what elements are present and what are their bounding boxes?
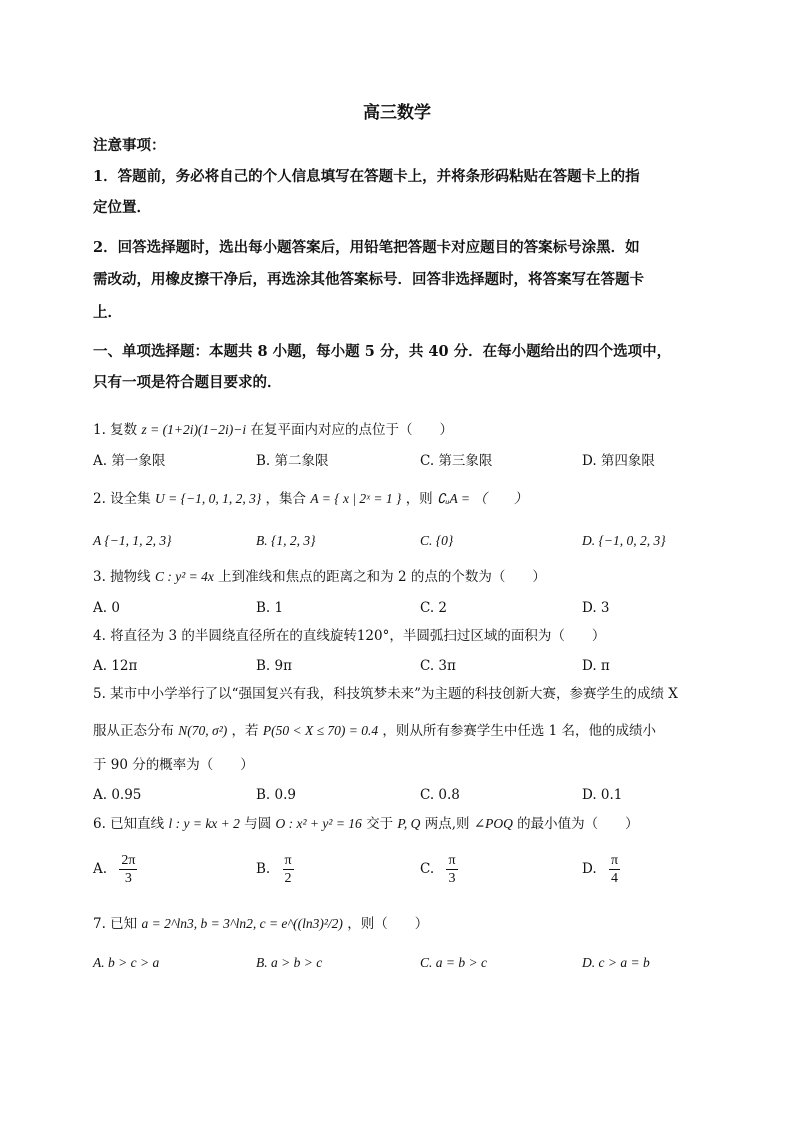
question-2-mid2: ，则 [405, 491, 433, 507]
question-1-option-d: D. 第四象限 [582, 453, 655, 469]
question-1-suffix: 在复平面内对应的点位于（ ） [250, 422, 453, 438]
question-7-option-c: C. a = b > c [420, 955, 487, 970]
question-1-option-b: B. 第二象限 [256, 453, 329, 469]
question-5-stem-line-3: 于 90 分的概率为（ ） [93, 757, 254, 773]
notice-item-1-line-2: 定位置． [93, 199, 151, 216]
question-6-formula-line: l : y = kx + 2 [168, 816, 240, 831]
question-2-formula-u: U = {−1, 0, 1, 2, 3} [154, 491, 262, 506]
question-6-mid: 与圆 [244, 816, 272, 832]
question-2-prefix: 2. 设全集 [93, 491, 151, 507]
question-4-stem: 4. 将直径为 3 的半圆绕直径所在的直线旋转120°，半圆弧扫过区域的面积为（ ） [93, 628, 606, 644]
question-5-option-d: D. 0.1 [582, 787, 623, 803]
question-1-prefix: 1. 复数 [93, 422, 138, 438]
notice-item-2-line-3: 上． [93, 304, 122, 321]
question-5-line2-suffix: ，则从所有参赛学生中任选 1 名，他的成绩小 [382, 723, 657, 739]
question-3-stem [93, 567, 546, 587]
question-6-option-c-label: C. [420, 861, 435, 877]
question-6-option-c [420, 852, 458, 887]
question-6-option-b-fraction [283, 852, 294, 887]
question-2-option-b: B. {1, 2, 3} [256, 533, 316, 548]
question-6-option-a-fraction [119, 852, 137, 887]
notice-item-2-line-1: 2．回答选择题时，选出每小题答案后，用铅笔把答题卡对应题目的答案标号涂黑．如 [93, 239, 640, 256]
question-2-option-a: A {−1, 1, 2, 3} [93, 533, 172, 548]
question-2-option-d: D. {−1, 0, 2, 3} [582, 533, 666, 548]
question-2-mid: ，集合 [265, 491, 307, 507]
fraction-denominator: 3 [448, 871, 456, 886]
fraction-numerator: π [448, 853, 456, 868]
question-6-formula-circle: O : x² + y² = 16 [275, 816, 362, 831]
notice-item-1-line-1: 1．答题前，务必将自己的个人信息填写在答题卡上，并将条形码粘贴在答题卡上的指 [93, 168, 640, 185]
fraction-denominator: 2 [284, 871, 292, 886]
question-7-suffix: ，则（ ） [347, 916, 429, 932]
fraction-denominator: 4 [610, 871, 618, 886]
question-6-option-d-label: D. [582, 861, 597, 877]
question-5-stem-line-1: 5. 某市中小学举行了以“强国复兴有我，科技筑梦未来”为主题的科技创新大赛，参赛学生的成绩 X [93, 686, 678, 702]
question-6-suffix: 的最小值为（ ） [517, 816, 639, 832]
question-6-option-d [582, 852, 620, 887]
fraction-numerator: π [284, 853, 292, 868]
question-6-option-a [93, 852, 137, 887]
fraction-numerator: 2π [121, 853, 136, 868]
question-1-option-c: C. 第三象限 [420, 453, 493, 469]
notice-heading: 注意事项： [93, 137, 166, 154]
question-7-option-d: D. c > a = b [582, 955, 650, 970]
question-3-option-a: A. 0 [93, 600, 120, 616]
question-1-stem [93, 420, 453, 440]
question-6-option-c-fraction [446, 852, 457, 887]
question-6-option-b-label: B. [256, 861, 271, 877]
question-2-option-c: C. {0} [420, 533, 454, 548]
question-4-option-b: B. 9π [256, 658, 292, 674]
question-6-stem [93, 814, 639, 834]
question-3-prefix: 3. 抛物线 [93, 569, 151, 585]
question-1-formula: z = (1+2i)(1−2i)−i [141, 422, 247, 437]
page-title: 高三数学 [363, 103, 431, 123]
question-5-option-a: A. 0.95 [93, 787, 142, 803]
question-4-option-d: D. π [582, 658, 610, 674]
question-5-option-b: B. 0.9 [256, 787, 296, 803]
question-4-option-c: C. 3π [420, 658, 456, 674]
question-6-mid2: 交于 [366, 816, 394, 832]
fraction-denominator: 3 [124, 871, 132, 886]
question-6-formula-angle: ∠POQ [473, 816, 513, 831]
question-6-prefix: 6. 已知直线 [93, 816, 165, 832]
question-5-line2-prefix: 服从正态分布 [93, 723, 174, 739]
question-7-stem [93, 914, 428, 934]
section-heading-line-1: 一、单项选择题：本题共 8 小题，每小题 5 分，共 40 分．在每小题给出的四个选项中， [93, 343, 672, 360]
question-6-option-d-fraction [609, 852, 620, 887]
question-7-option-a: A. b > c > a [93, 955, 160, 970]
question-4-option-a: A. 12π [93, 658, 138, 674]
question-5-line2-mid: ，若 [231, 723, 259, 739]
question-5-option-c: C. 0.8 [420, 787, 460, 803]
question-5-stem-line-2 [93, 721, 656, 741]
question-3-suffix: 上到准线和焦点的距离之和为 2 的点的个数为（ ） [218, 569, 546, 585]
question-6-formula-points: P, Q [397, 816, 421, 831]
question-2-stem [93, 489, 527, 509]
notice-item-2-line-2: 需改动，用橡皮擦干净后，再选涂其他答案标号．回答非选择题时，将答案写在答题卡 [93, 271, 644, 288]
question-5-formula-normal: N(70, σ²) [178, 723, 228, 738]
question-6-option-a-label: A. [93, 861, 108, 877]
question-7-option-b: B. a > b > c [256, 955, 323, 970]
question-3-formula: C : y² = 4x [154, 569, 214, 584]
fraction-numerator: π [610, 853, 619, 868]
question-6-mid3: 两点,则 [424, 816, 470, 832]
question-2-formula-complement: ∁ᵤA = （ ） [436, 491, 528, 506]
section-heading-line-2: 只有一项是符合题目要求的． [93, 374, 282, 391]
question-2-formula-a: A = { x | 2ˣ = 1 } [310, 491, 402, 506]
question-6-option-b [256, 852, 294, 887]
question-7-formula: a = 2^ln3, b = 3^ln2, c = e^((ln3)²/2) [141, 916, 343, 931]
question-7-prefix: 7. 已知 [93, 916, 138, 932]
question-1-option-a: A. 第一象限 [93, 453, 166, 469]
question-5-formula-probability: P(50 < X ≤ 70) = 0.4 [262, 723, 379, 738]
question-3-option-b: B. 1 [256, 600, 284, 616]
question-3-option-c: C. 2 [420, 600, 448, 616]
question-3-option-d: D. 3 [582, 600, 610, 616]
